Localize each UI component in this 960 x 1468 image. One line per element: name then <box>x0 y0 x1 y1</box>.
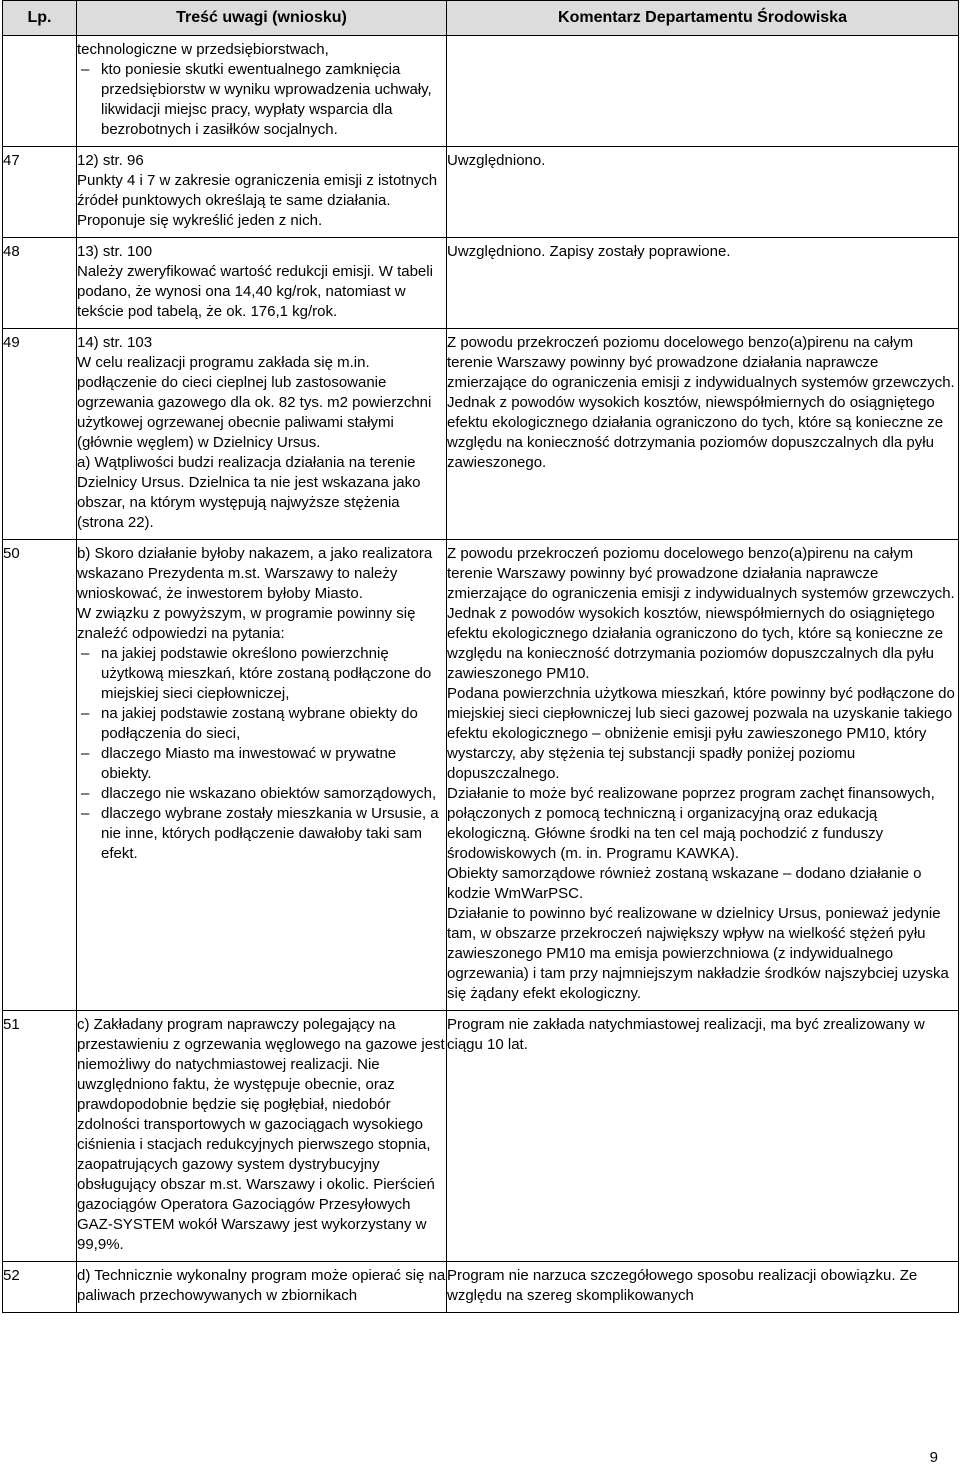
remark-cell <box>77 238 447 329</box>
remark-paragraph: d) Technicznie wykonalny program może opierać się na paliwach przechowywanych w zbiornikach <box>77 1267 446 1304</box>
question-list <box>77 644 446 864</box>
remark-cell <box>77 147 447 238</box>
row-number <box>3 329 77 540</box>
table-row <box>3 329 959 540</box>
list-item: – dlaczego wybrane zostały mieszkania w Ursusie, a nie inne, których podłączenie dawałoby taki sam efekt. <box>77 804 446 864</box>
list-item: – na jakiej podstawie określono powierzchnię użytkową mieszkań, które zostaną podłączone do miejskiej sieci ciepłowniczej, <box>77 644 446 704</box>
comment-paragraph: Uwzględniono. Zapisy zostały poprawione. <box>447 243 731 260</box>
remark-paragraph: c) Zakładany program naprawczy polegający na przestawieniu z ogrzewania węglowego na gazowe jest niemożliwy do natychmiastowej realizacji. Nie uwzględniono faktu, że występuje obecnie, oraz prawdopodobnie będzie się pogłębiał, niedobór zdolności transportowych w gazociągach wysokiego ciśnienia i stacjach redukcyjnych pierwszego stopnia, zaopatrujących gazowy system dystrybucyjny obsługujący obszar m.st. Warszawy i okolic. Pierścień gazociągów Operatora Gazociągów Przesyłowych GAZ-SYSTEM wokół Warszawy jest wykorzystany w 99,9%. <box>77 1016 445 1253</box>
comment-cell <box>447 147 959 238</box>
remark-cell <box>77 329 447 540</box>
table-row <box>3 238 959 329</box>
comment-paragraph: Podana powierzchnia użytkowa mieszkań, które powinny być podłączone do miejskiej sieci ciepłowniczej lub sieci gazowej pozwala na uzyskanie takiego efektu ekologicznego – obniżenie emisji pyłu zawieszonego PM10, który wystarczy, aby stężenia tej substancji spadły poniżej poziomu dopuszczalnego. <box>447 685 955 782</box>
comment-cell <box>447 540 959 1011</box>
header-comment: Komentarz Departamentu Środowiska <box>447 1 959 36</box>
remarks-table <box>2 0 959 1313</box>
row-number-text: 47 <box>3 152 20 169</box>
remark-cell <box>77 1262 447 1313</box>
table-header-row <box>3 1 959 36</box>
remark-paragraph: 13) str. 100 <box>77 243 153 260</box>
comment-paragraph: Z powodu przekroczeń poziomu docelowego benzo(a)pirenu na całym terenie Warszawy powinny być prowadzone działania naprawcze zmierzające do ograniczenia emisji z indywidualnych systemów grzewczych. Jednak z powodów wysokich kosztów, niewspółmiernych do osiągniętego efektu ekologicznego działania ograniczono do tych, które są konieczne ze względu na konieczność dotrzymania poziomów dopuszczalnych dla pyłu zawieszonego. <box>447 334 955 471</box>
remark-cell <box>77 540 447 1011</box>
comment-paragraph: Działanie to powinno być realizowane w dzielnicy Ursus, ponieważ jedynie tam, w obszarze przekroczeń największy wpływ na wielkość stężeń pyłu zawieszonego PM10 ma emisja powierzchniowa (z indywidualnego ogrzewania) i tam przy najmniejszym nakładzie środków najszybciej uzyska się żądany efekt ekologiczny. <box>447 905 949 1002</box>
comment-cell <box>447 238 959 329</box>
row-number-text: 50 <box>3 545 20 562</box>
question-list <box>77 60 446 140</box>
list-item: – kto poniesie skutki ewentualnego zamknięcia przedsiębiorstw w wyniku wprowadzenia uchwały, likwidacji miejsc pracy, wypłaty wsparcia dla bezrobotnych i zasiłków socjalnych. <box>77 60 446 140</box>
row-number-text: 49 <box>3 334 20 351</box>
remark-paragraph: technologiczne w przedsiębiorstwach, <box>77 41 329 58</box>
comment-paragraph: Program nie zakłada natychmiastowej realizacji, ma być zrealizowany w ciągu 10 lat. <box>447 1016 925 1053</box>
row-number <box>3 540 77 1011</box>
remark-paragraph: Punkty 4 i 7 w zakresie ograniczenia emisji z istotnych źródeł punktowych określają te same działania. Proponuje się wykreślić jeden z nich. <box>77 172 438 229</box>
page-number: 9 <box>929 1449 938 1466</box>
comment-cell <box>447 1262 959 1313</box>
remark-paragraph: 12) str. 96 <box>77 152 144 169</box>
comment-paragraph: Uwzględniono. <box>447 152 546 169</box>
row-number <box>3 238 77 329</box>
comment-cell <box>447 329 959 540</box>
row-number <box>3 1011 77 1262</box>
remark-paragraph: Należy zweryfikować wartość redukcji emisji. W tabeli podano, że wynosi ona 14,40 kg/rok, natomiast w tekście pod tabelą, że ok. 176,1 kg/rok. <box>77 263 433 320</box>
list-item: – na jakiej podstawie zostaną wybrane obiekty do podłączenia do sieci, <box>77 704 446 744</box>
table-row <box>3 540 959 1011</box>
table-row <box>3 36 959 147</box>
remark-paragraph: 14) str. 103 <box>77 334 153 351</box>
remark-paragraph: a) Wątpliwości budzi realizacja działania na terenie Dzielnicy Ursus. Dzielnica ta nie jest wskazana jako obszar, na którym występują najwyższe stężenia (strona 22). <box>77 454 421 531</box>
row-number <box>3 147 77 238</box>
comment-paragraph: Program nie narzuca szczegółowego sposobu realizacji obowiązku. Ze względu na szereg skomplikowanych <box>447 1267 918 1304</box>
comment-paragraph: Z powodu przekroczeń poziomu docelowego benzo(a)pirenu na całym terenie Warszawy powinny być prowadzone działania naprawcze zmierzające do ograniczenia emisji z indywidualnych systemów grzewczych. Jednak z powodów wysokich kosztów, niewspółmiernych do osiągniętego efektu ekologicznego działania ograniczono do tych, które są konieczne ze względu na konieczność dotrzymania poziomów dopuszczalnych dla pyłu zawieszonego PM10. <box>447 545 955 682</box>
list-item: – dlaczego nie wskazano obiektów samorządowych, <box>77 784 446 804</box>
comment-cell <box>447 36 959 147</box>
remark-paragraph: W celu realizacji programu zakłada się m.in. podłączenie do cieci cieplnej lub zastosowanie ogrzewania gazowego dla ok. 82 tys. m2 powierzchni użytkowej ogrzewanej obecnie paliwami stałymi (głównie węglem) w Dzielnicy Ursus. <box>77 354 432 451</box>
comment-cell <box>447 1011 959 1262</box>
row-number-text: 52 <box>3 1267 20 1284</box>
header-lp: Lp. <box>3 1 77 36</box>
table-row <box>3 147 959 238</box>
remark-paragraph: W związku z powyższym, w programie powinny się znaleźć odpowiedzi na pytania: <box>77 605 416 642</box>
remark-cell <box>77 36 447 147</box>
table-row <box>3 1262 959 1313</box>
table-row <box>3 1011 959 1262</box>
row-number <box>3 36 77 147</box>
row-number <box>3 1262 77 1313</box>
remark-cell <box>77 1011 447 1262</box>
comment-paragraph: Działanie to może być realizowane poprzez program zachęt finansowych, połączonych z pomocą techniczną i organizacyjną oraz edukacją ekologiczną. Główne środki na ten cel mają pochodzić z funduszy środowiskowych (m. in. Programu KAWKA). <box>447 785 935 862</box>
comment-paragraph: Obiekty samorządowe również zostaną wskazane – dodano działanie o kodzie WmWarPSC. <box>447 865 922 902</box>
remark-paragraph: b) Skoro działanie byłoby nakazem, a jako realizatora wskazano Prezydenta m.st. Warszawy to należy wnioskować, że inwestorem byłoby Miasto. <box>77 545 433 602</box>
header-remark-text: Treść uwagi (wniosku) <box>77 1 447 36</box>
row-number-text: 51 <box>3 1016 20 1033</box>
row-number-text: 48 <box>3 243 20 260</box>
list-item: – dlaczego Miasto ma inwestować w prywatne obiekty. <box>77 744 446 784</box>
